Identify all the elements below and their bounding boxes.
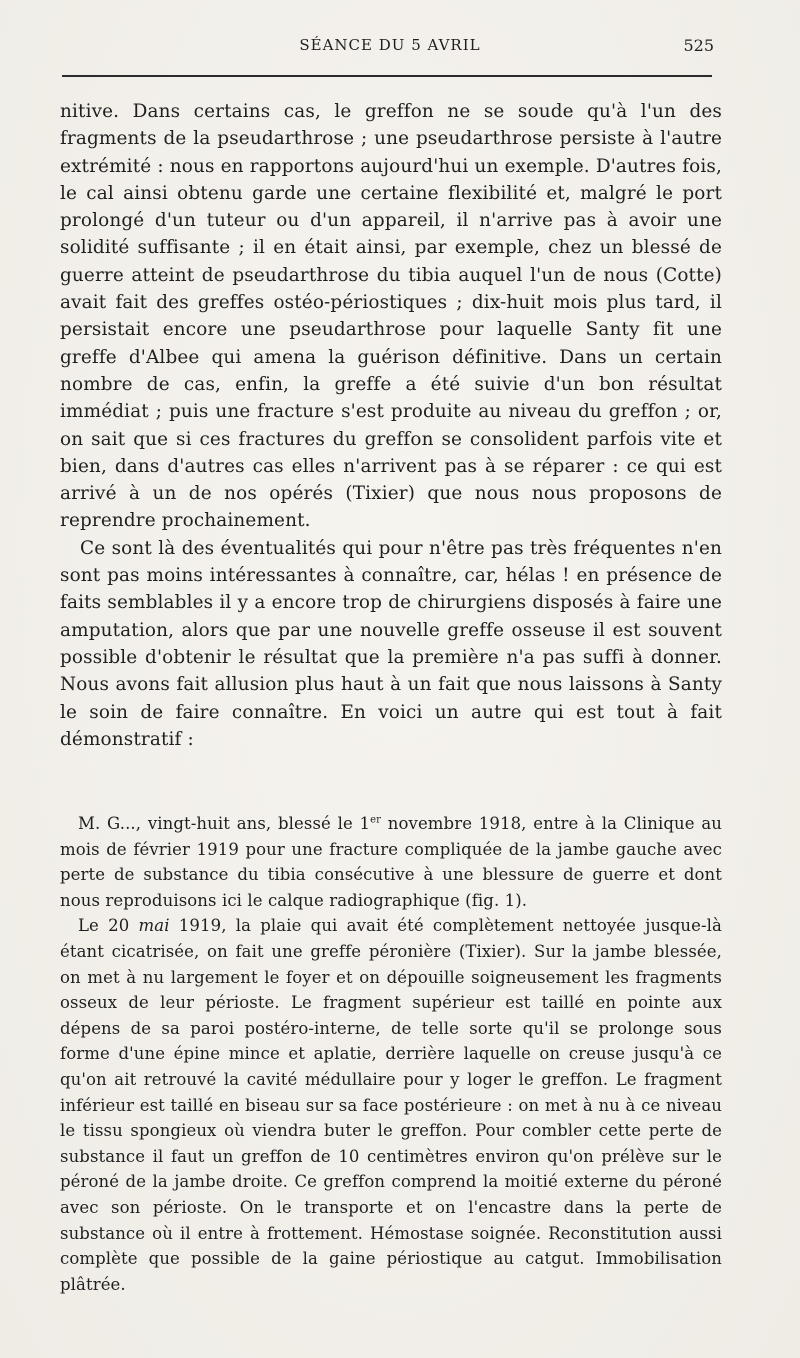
ordinal-superscript: er xyxy=(370,814,382,826)
observation-text-part: M. G..., vingt-huit ans, blessé le 1 xyxy=(78,814,371,833)
header-rule xyxy=(62,75,712,77)
running-title: SÉANCE DU 5 AVRIL xyxy=(299,36,481,54)
page-header xyxy=(60,34,720,64)
observation-paragraph-operation xyxy=(60,913,722,1297)
page-number: 525 xyxy=(683,36,714,55)
observation-text-part: 1919, la plaie qui avait été complètement nettoyée jusque-là étant cicatrisée, on fait une greffe péronière (Tixier). Sur la jambe blessée, on met à nu largement le foyer et on dépouille soigneusement les fragments osseux de leur périoste. Le fragment supérieur est taillé en pointe aux dépens de sa paroi postéro-interne, de telle sorte qu'il se prolonge sous forme d'une épine mince et aplatie, derrière laquelle on creuse jusqu'à ce qu'on ait retrouvé la cavité médullaire pour y loger le greffon. Le fragment inférieur est taillé en biseau sur sa face postérieure : on met à nu à ce niveau le tissu spongieux où viendra buter le greffon. Pour combler cette perte de substance il faut un greffon de 10 centimètres environ qu'on prélève sur le péroné de la jambe droite. Ce greffon comprend la moitié externe du péroné avec son périoste. On le transporte et on l'encastre dans la perte de substance où il entre à frottement. Hémostase soignée. Reconstitution aussi complète que possible de la gaine périostique au catgut. Immobilisation plâtrée. xyxy=(60,916,722,1294)
paragraph-eventualites: Ce sont là des éventualités qui pour n'être pas très fréquentes n'en sont pas moins intéressantes à connaître, car, hélas ! en présence de faits semblables il y a encore trop de chirurgiens disposés à faire une amputation, alors que par une nouvelle greffe osseuse il est souvent possible d'obtenir le résultat que la première n'a pas suffi à donner. Nous avons fait allusion plus haut à un fait que nous laissons à Santy le soin de faire connaître. En voici un autre qui est tout à fait démonstratif : xyxy=(60,537,722,750)
case-observation xyxy=(60,811,722,1297)
paragraph-continuation: nitive. Dans certains cas, le greffon ne se soude qu'à l'un des fragments de la pseudarthrose ; une pseudarthrose persiste à l'autre extrémité : nous en rapportons aujourd'hui un exemple. D'autres fois, le cal ainsi obtenu garde une certaine flexibilité et, malgré le port prolongé d'un tuteur ou d'un appareil, il n'arrive pas à avoir une solidité suffisante ; il en était ainsi, par exemple, chez un blessé de guerre atteint de pseudarthrose du tibia auquel l'un de nous (Cotte) avait fait des greffes ostéo-périostiques ; dix-huit mois plus tard, il persistait encore une pseudarthrose pour laquelle Santy fit une greffe d'Albee qui amena la guérison définitive. Dans un certain nombre de cas, enfin, la greffe a été suivie d'un bon résultat immédiat ; puis une fracture s'est produite au niveau du greffon ; or, on sait que si ces fractures du greffon se consolident parfois vite et bien, dans d'autres cas elles n'arrivent pas à se réparer : ce qui est arrivé à un de nos opérés (Tixier) que nous nous proposons de reprendre prochainement. xyxy=(60,101,722,532)
observation-paragraph-patient xyxy=(60,811,722,913)
italic-month: mai xyxy=(138,916,170,936)
main-text xyxy=(60,98,722,753)
observation-text-part: novembre 1918, entre à la Clinique au mois de février 1919 pour une fracture compliquée de la jambe gauche avec perte de substance du tibia consécutive à une blessure de guerre et dont nous reproduisons ici le calque radiographique (fig. 1). xyxy=(60,814,722,910)
observation-text-part: Le 20 xyxy=(78,916,139,936)
